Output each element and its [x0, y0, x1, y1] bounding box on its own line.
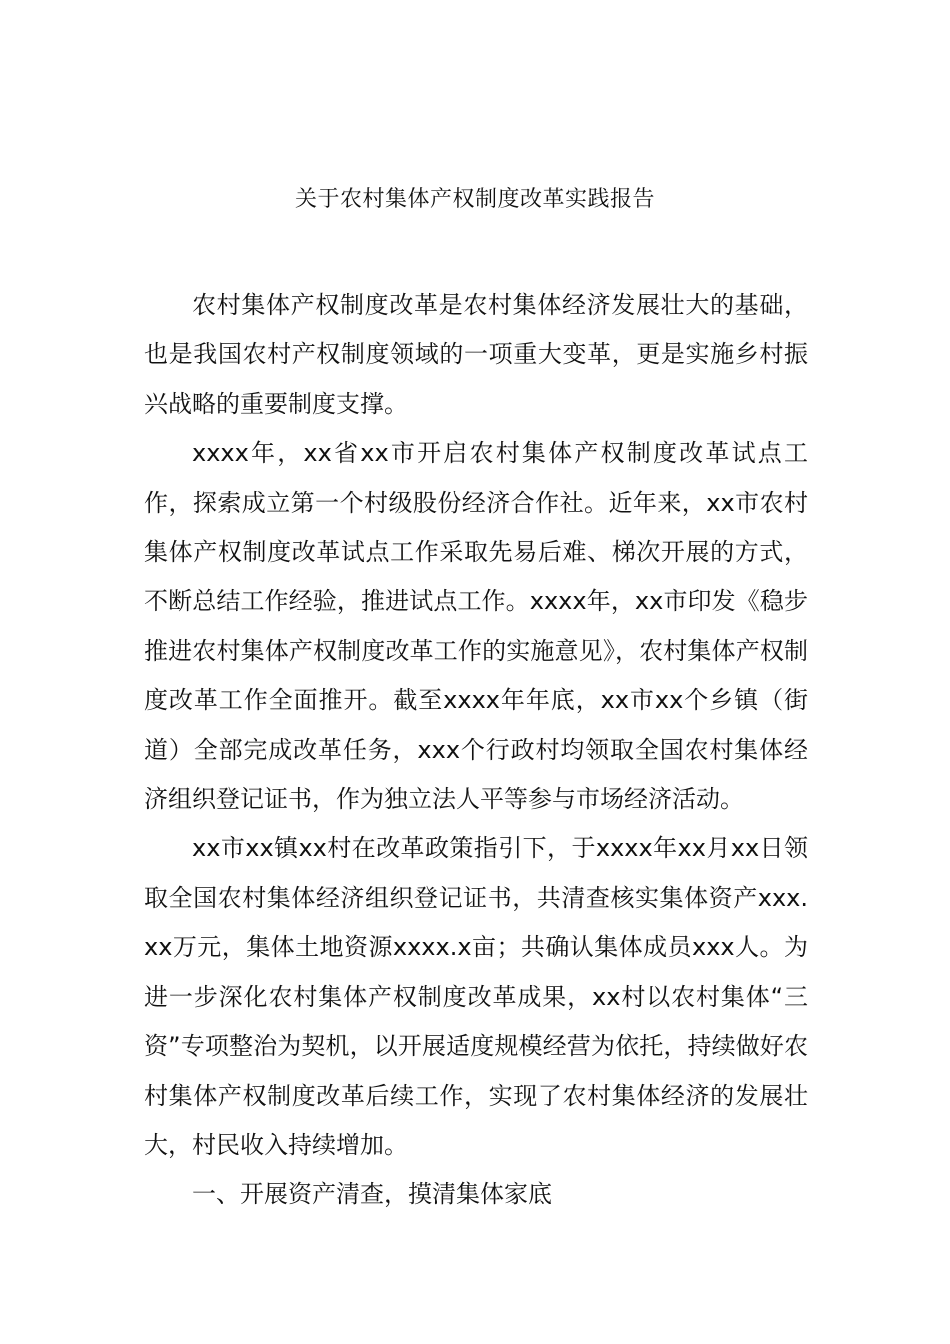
document-title: 关于农村集体产权制度改革实践报告 — [294, 187, 655, 212]
paragraph-village-case: xx市xx镇xx村在改革政策指引下，于xxxx年xx月xx日领取全国农村集体经济组织登记证书，共清查核实集体资产xxx.xx万元，集体土地资源xxxx.x亩；共确认集体成员xxx人。为进一步深化农村集体产权制度改革成果，xx村以农村集体“三资”专项整治为契机，以开展适度规模经营为依托，持续做好农村集体产权制度改革后续工作，实现了农村集体经济的发展壮大，村民收入持续增加。 — [144, 834, 808, 1159]
document-body — [144, 281, 808, 1220]
paragraph-intro: 农村集体产权制度改革是农村集体经济发展壮大的基础，也是我国农村产权制度领域的一项重大变革，更是实施乡村振兴战略的重要制度支撑。 — [144, 291, 808, 418]
section-heading: 一、开展资产清查，摸清集体家底 — [192, 1180, 552, 1209]
paragraph-background: xxxx年，xx省xx市开启农村集体产权制度改革试点工作，探索成立第一个村级股份经济合作社。近年来，xx市农村集体产权制度改革试点工作采取先易后难、梯次开展的方式，不断总结工作经验，推进试点工作。xxxx年，xx市印发《稳步推进农村集体产权制度改革工作的实施意见》，农村集体产权制度改革工作全面推开。截至xxxx年年底，xx市xx个乡镇（街道）全部完成改革任务，xxx个行政村均领取全国农村集体经济组织登记证书，作为独立法人平等参与市场经济活动。 — [144, 439, 808, 814]
